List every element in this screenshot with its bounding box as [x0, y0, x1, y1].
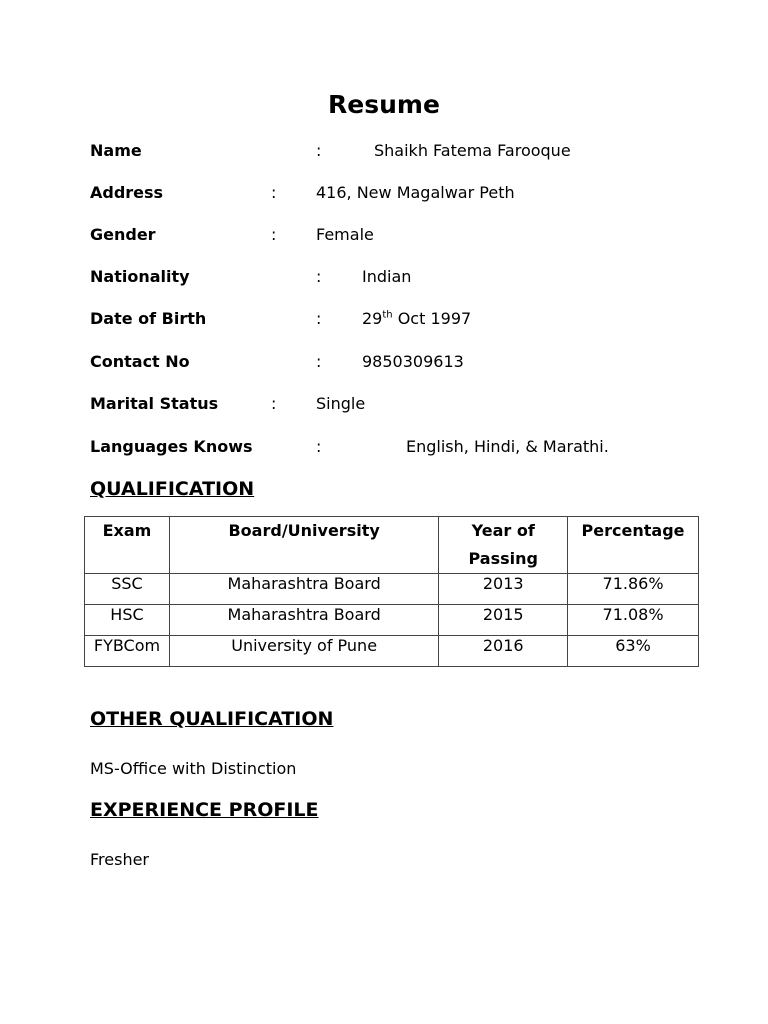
address-label: Address — [90, 183, 164, 202]
cell-percentage: 71.08% — [568, 605, 699, 636]
dob-label: Date of Birth — [90, 309, 207, 328]
languages-label: Languages Knows — [90, 437, 253, 456]
name-label: Name — [90, 141, 142, 160]
nationality-colon: : — [316, 267, 322, 286]
experience-heading: EXPERIENCE PROFILE — [90, 799, 319, 821]
qualification-table — [84, 516, 699, 667]
gender-colon: : — [271, 225, 277, 244]
table-row — [85, 636, 699, 667]
nationality-label: Nationality — [90, 267, 190, 286]
other-qualification-text: MS-Office with Distinction — [90, 759, 297, 778]
dob-day: 29 — [362, 309, 383, 328]
gender-value: Female — [316, 225, 374, 244]
cell-exam: SSC — [85, 574, 170, 605]
cell-board: Maharashtra Board — [169, 605, 438, 636]
contact-label: Contact No — [90, 352, 190, 371]
dob-suffix: th — [382, 309, 393, 321]
dob-rest: Oct 1997 — [392, 309, 472, 328]
col-header-exam: Exam — [85, 517, 170, 574]
contact-colon: : — [316, 352, 322, 371]
marital-colon: : — [271, 394, 277, 413]
nationality-value: Indian — [362, 267, 412, 286]
col-header-year — [439, 517, 568, 574]
cell-percentage: 71.86% — [568, 574, 699, 605]
marital-value: Single — [316, 394, 366, 413]
qualification-heading: QUALIFICATION — [90, 478, 255, 500]
languages-value: English, Hindi, & Marathi. — [406, 437, 609, 456]
cell-exam: HSC — [85, 605, 170, 636]
cell-year: 2015 — [439, 605, 568, 636]
other-qualification-heading: OTHER QUALIFICATION — [90, 708, 334, 730]
col-header-year-line2: Passing — [468, 549, 538, 568]
cell-board: Maharashtra Board — [169, 574, 438, 605]
gender-label: Gender — [90, 225, 156, 244]
marital-label: Marital Status — [90, 394, 219, 413]
table-header-row — [85, 517, 699, 574]
name-value: Shaikh Fatema Farooque — [374, 141, 571, 160]
address-value: 416, New Magalwar Peth — [316, 183, 515, 202]
table-row — [85, 574, 699, 605]
col-header-percentage: Percentage — [568, 517, 699, 574]
contact-value: 9850309613 — [362, 352, 464, 371]
col-header-board: Board/University — [169, 517, 438, 574]
dob-value — [362, 309, 471, 328]
table-row — [85, 605, 699, 636]
col-header-year-line1: Year of — [471, 521, 535, 540]
name-colon: : — [316, 141, 322, 160]
cell-percentage: 63% — [568, 636, 699, 667]
cell-year: 2013 — [439, 574, 568, 605]
languages-colon: : — [316, 437, 322, 456]
page-title: Resume — [328, 90, 440, 119]
cell-board: University of Pune — [169, 636, 438, 667]
cell-exam: FYBCom — [85, 636, 170, 667]
dob-colon: : — [316, 309, 322, 328]
cell-year: 2016 — [439, 636, 568, 667]
address-colon: : — [271, 183, 277, 202]
experience-text: Fresher — [90, 850, 150, 869]
